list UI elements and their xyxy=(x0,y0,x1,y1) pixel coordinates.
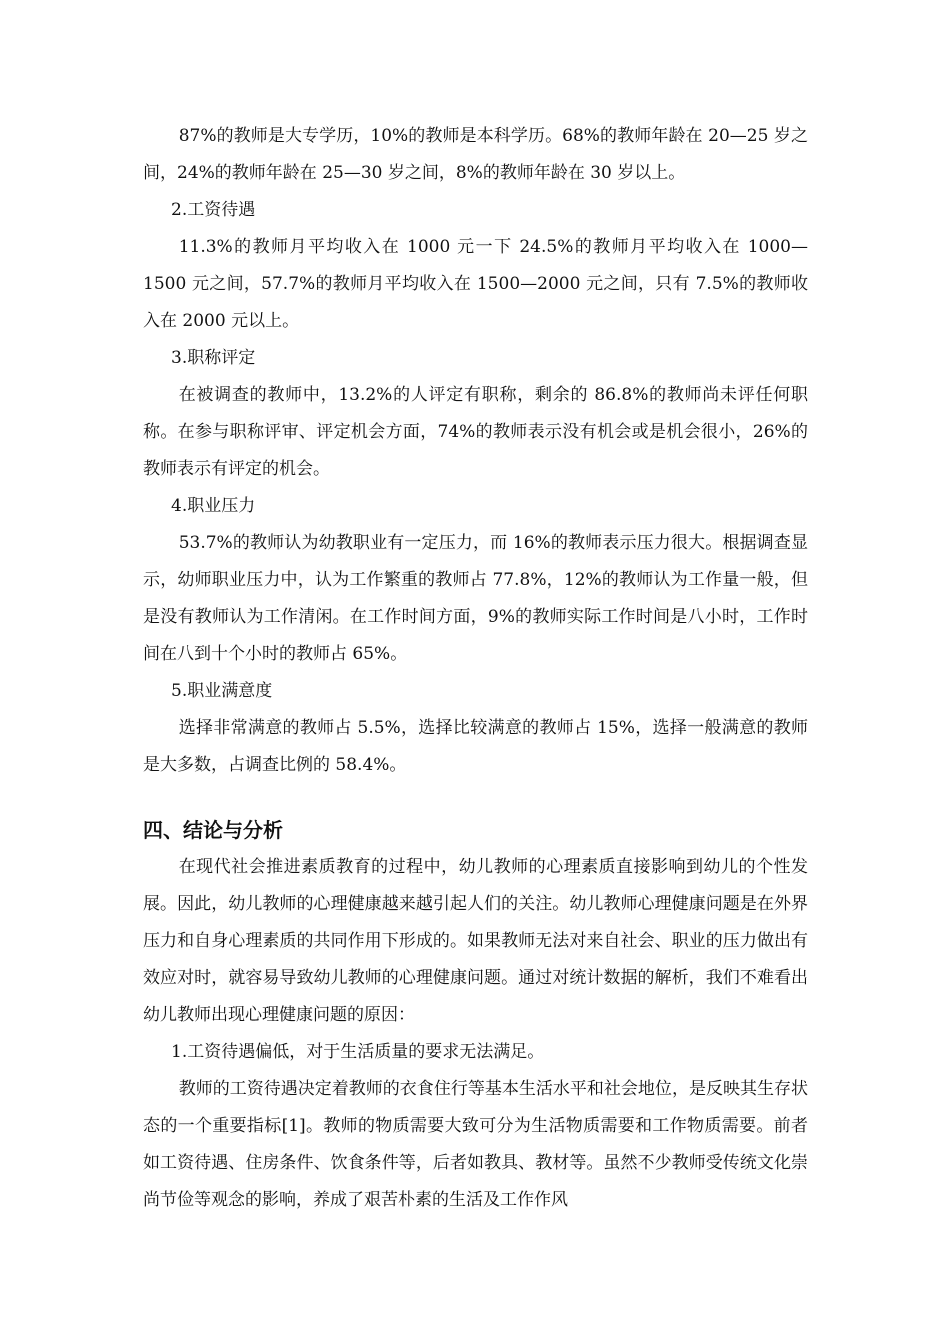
paragraph-conclusion-intro: 在现代社会推进素质教育的过程中，幼儿教师的心理素质直接影响到幼儿的个性发展。因此，幼儿教师的心理健康越来越引起人们的关注。幼儿教师心理健康问题是在外界压力和自身心理素质的共同作用下形成的。如果教师无法对来自社会、职业的压力做出有效应对时，就容易导致幼儿教师的心理健康问题。通过对统计数据的解析，我们不难看出幼儿教师出现心理健康问题的原因： xyxy=(143,857,808,1025)
paragraph-salary: 11.3%的教师月平均收入在 1000 元一下 24.5%的教师月平均收入在 1000—1500 元之间，57.7%的教师月平均收入在 1500—2000 元之间，只有 7.5%的教师收入在 2000 元以上。 xyxy=(143,237,808,331)
paragraph-work-pressure: 53.7%的教师认为幼教职业有一定压力，而 16%的教师表示压力很大。根据调查显示，幼师职业压力中，认为工作繁重的教师占 77.8%，12%的教师认为工作量一般，但是没有教师认为工作清闲。在工作时间方面，9%的教师实际工作时间是八小时，工作时间在八到十个小时的教师占 65%。 xyxy=(143,533,808,664)
paragraph-title-evaluation: 在被调查的教师中，13.2%的人评定有职称，剩余的 86.8%的教师尚未评任何职称。在参与职称评审、评定机会方面，74%的教师表示没有机会或是机会很小，26%的教师表示有评定的机会。 xyxy=(143,385,808,479)
section-heading-conclusion: 四、结论与分析 xyxy=(143,818,283,842)
paragraph-low-salary: 教师的工资待遇决定着教师的衣食住行等基本生活水平和社会地位，是反映其生存状态的一个重要指标[1]。教师的物质需要大致可分为生活物质需要和工作物质需要。前者如工资待遇、住房条件、饮食条件等，后者如教具、教材等。虽然不少教师受传统文化崇尚节俭等观念的影响，养成了艰苦朴素的生活及工作作风 xyxy=(143,1079,808,1210)
subheading-satisfaction: 5.职业满意度 xyxy=(171,681,273,701)
paragraph-education-age: 87%的教师是大专学历，10%的教师是本科学历。68%的教师年龄在 20—25 岁之间，24%的教师年龄在 25—30 岁之间，8%的教师年龄在 30 岁以上。 xyxy=(143,126,808,183)
subheading-work-pressure: 4.职业压力 xyxy=(171,496,256,516)
document-body xyxy=(143,118,808,1219)
paragraph-satisfaction: 选择非常满意的教师占 5.5%，选择比较满意的教师占 15%，选择一般满意的教师是大多数，占调查比例的 58.4%。 xyxy=(143,718,808,775)
subheading-salary: 2.工资待遇 xyxy=(171,200,256,220)
subheading-low-salary: 1.工资待遇偏低，对于生活质量的要求无法满足。 xyxy=(171,1042,545,1062)
subheading-title-evaluation: 3.职称评定 xyxy=(171,348,256,368)
